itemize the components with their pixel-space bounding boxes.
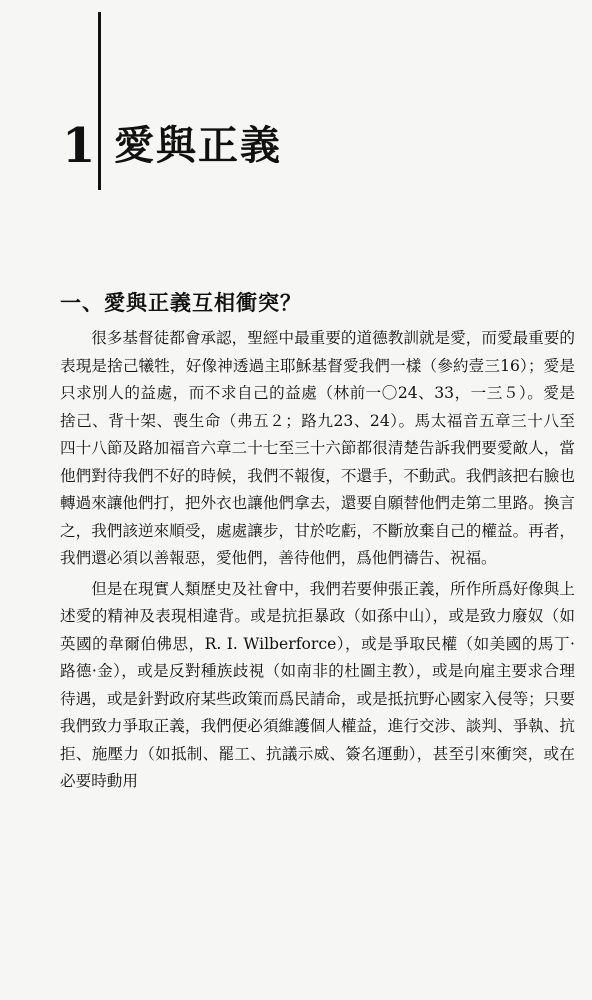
section-heading: 一、愛與正義互相衝突？ [60,290,302,315]
paragraph-1: 很多基督徒都會承認，聖經中最重要的道德教訓就是愛，而愛最重要的表現是捨己犧牲，好像神透過主耶穌基督愛我們一樣（參約壹三16）；愛是只求別人的益處，而不求自己的益處（林前一〇24、33，一三５）。愛是捨己、背十架、喪生命（弗五２；路九23、24）。馬太福音五章三十八至四十八節及路加福音六章二十七至三十六節都很清楚告訴我們要愛敵人，當他們對待我們不好的時候，我們不報復，不還手，不動武。我們該把右臉也轉過來讓他們打，把外衣也讓他們拿去，還要自願替他們走第二里路。換言之，我們該逆來順受，處處讓步，甘於吃虧，不斷放棄自己的權益。再者，我們還必須以善報惡，愛他們，善待他們，爲他們禱告、祝福。 [60,329,575,567]
chapter-rule [98,12,101,190]
paragraph-2: 但是在現實人類歷史及社會中，我們若要伸張正義，所作所爲好像與上述愛的精神及表現相違背。或是抗拒暴政（如孫中山），或是致力廢奴（如英國的韋爾伯佛思，R. I. Wilberforce），或是爭取民權（如美國的馬丁·路德·金），或是反對種族歧視（如南非的杜圖主教），或是向雇主要求合理待遇，或是針對政府某些政策而爲民請命，或是抵抗野心國家入侵等；只要我們致力爭取正義，我們便必須維護個人權益，進行交涉、談判、爭執、抗拒、施壓力（如抵制、罷工、抗議示威、簽名運動），甚至引來衝突，或在必要時動用 [60,579,575,790]
chapter-number: 1 [62,118,96,174]
body-text [60,325,575,796]
chapter-title: 愛與正義 [114,122,282,169]
